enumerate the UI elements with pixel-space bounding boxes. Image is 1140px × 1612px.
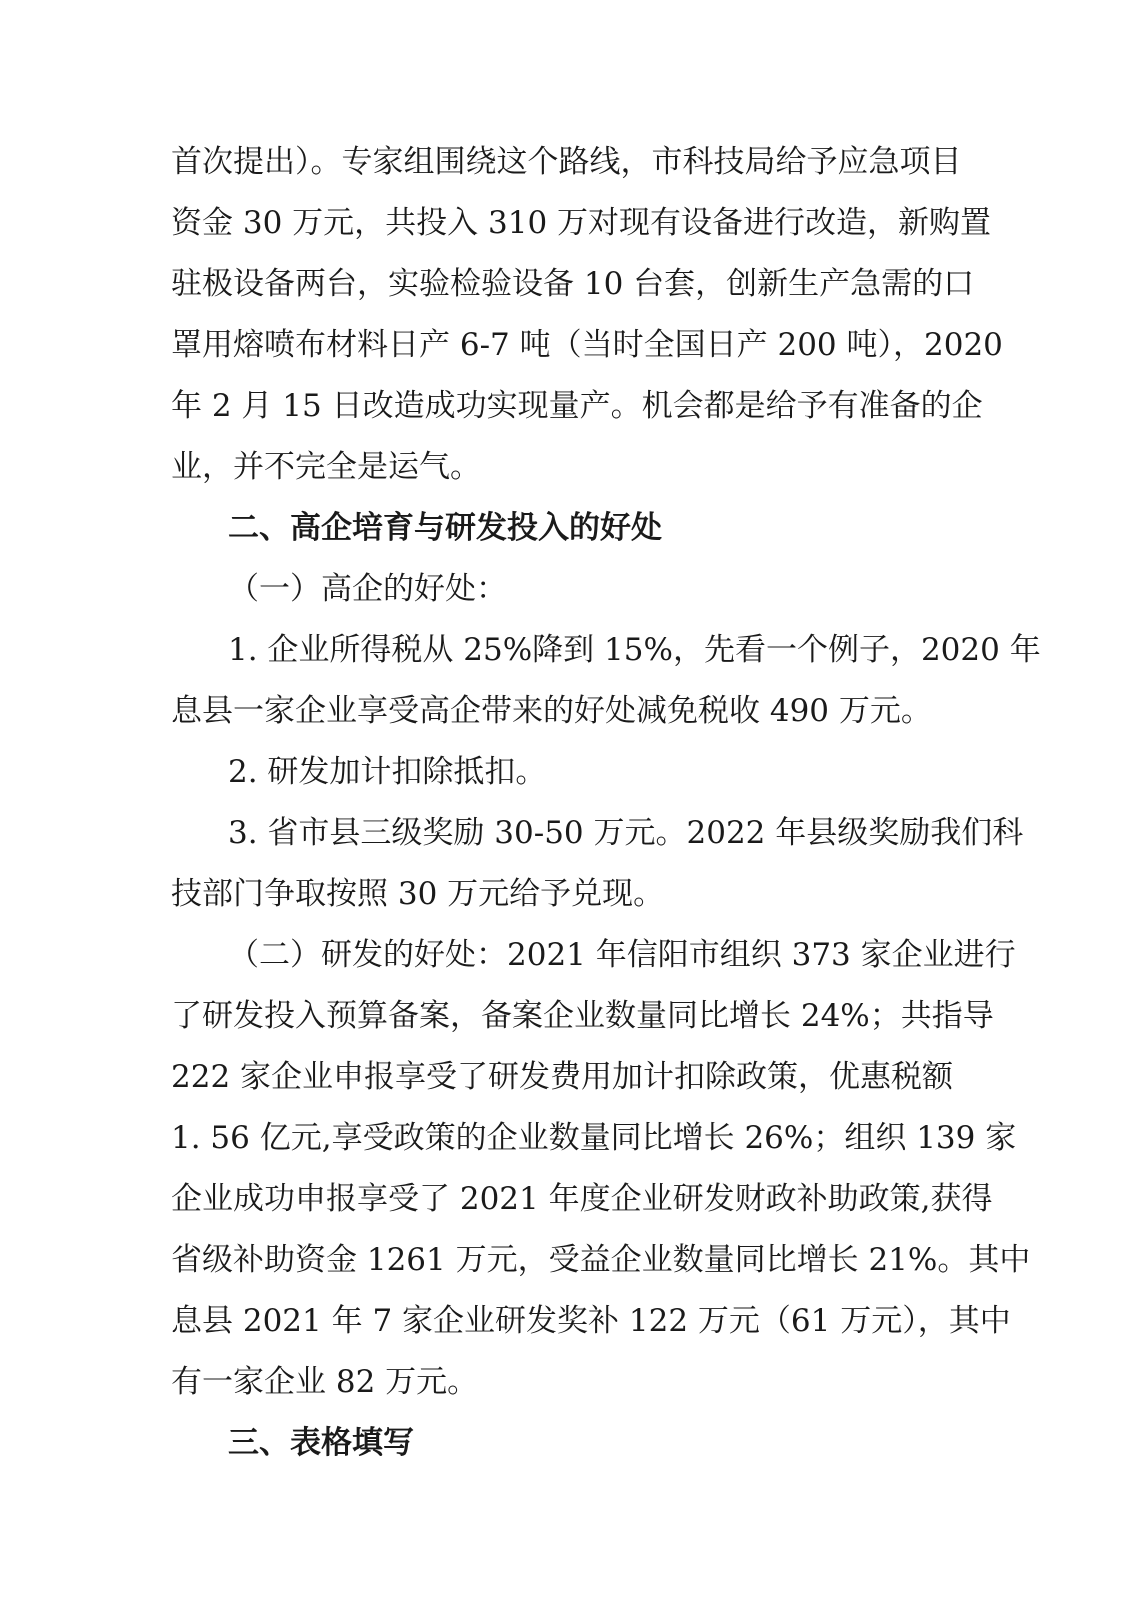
text-line: 了研发投入预算备案，备案企业数量同比增长 24%；共指导	[171, 998, 994, 1034]
text-line: 首次提出）。专家组围绕这个路线，市科技局给予应急项目	[171, 144, 962, 180]
subsection-heading-1: （一）高企的好处：	[228, 571, 507, 607]
text-line: 息县一家企业享受高企带来的好处减免税收 490 万元。	[171, 693, 932, 729]
text-line: 息县 2021 年 7 家企业研发奖补 122 万元（61 万元），其中	[171, 1303, 1011, 1339]
text-line: 1. 企业所得税从 25%降到 15%，先看一个例子，2020 年	[228, 632, 1041, 668]
text-line: 技部门争取按照 30 万元给予兑现。	[171, 876, 665, 912]
section-heading-3: 三、表格填写	[228, 1425, 414, 1461]
text-line: 驻极设备两台，实验检验设备 10 台套，创新生产急需的口	[171, 266, 975, 302]
text-line: 企业成功申报享受了 2021 年度企业研发财政补助政策,获得	[171, 1181, 993, 1217]
text-line: 222 家企业申报享受了研发费用加计扣除政策，优惠税额	[171, 1059, 954, 1095]
text-line: 业，并不完全是运气。	[171, 449, 481, 485]
text-line: 资金 30 万元，共投入 310 万对现有设备进行改造，新购置	[171, 205, 992, 241]
text-line: 年 2 月 15 日改造成功实现量产。机会都是给予有准备的企	[171, 388, 983, 424]
text-line: 省级补助资金 1261 万元，受益企业数量同比增长 21%。其中	[171, 1242, 1031, 1278]
text-line: 1. 56 亿元,享受政策的企业数量同比增长 26%；组织 139 家	[171, 1120, 1017, 1156]
text-line: 罩用熔喷布材料日产 6-7 吨（当时全国日产 200 吨），2020	[171, 327, 1003, 363]
list-item-rd-deduction: 2. 研发加计扣除抵扣。	[228, 754, 547, 790]
text-line: （二）研发的好处：2021 年信阳市组织 373 家企业进行	[228, 937, 1016, 973]
text-line: 有一家企业 82 万元。	[171, 1364, 479, 1400]
section-heading-2: 二、高企培育与研发投入的好处	[228, 510, 662, 546]
text-line: 3. 省市县三级奖励 30-50 万元。2022 年县级奖励我们科	[228, 815, 1024, 851]
